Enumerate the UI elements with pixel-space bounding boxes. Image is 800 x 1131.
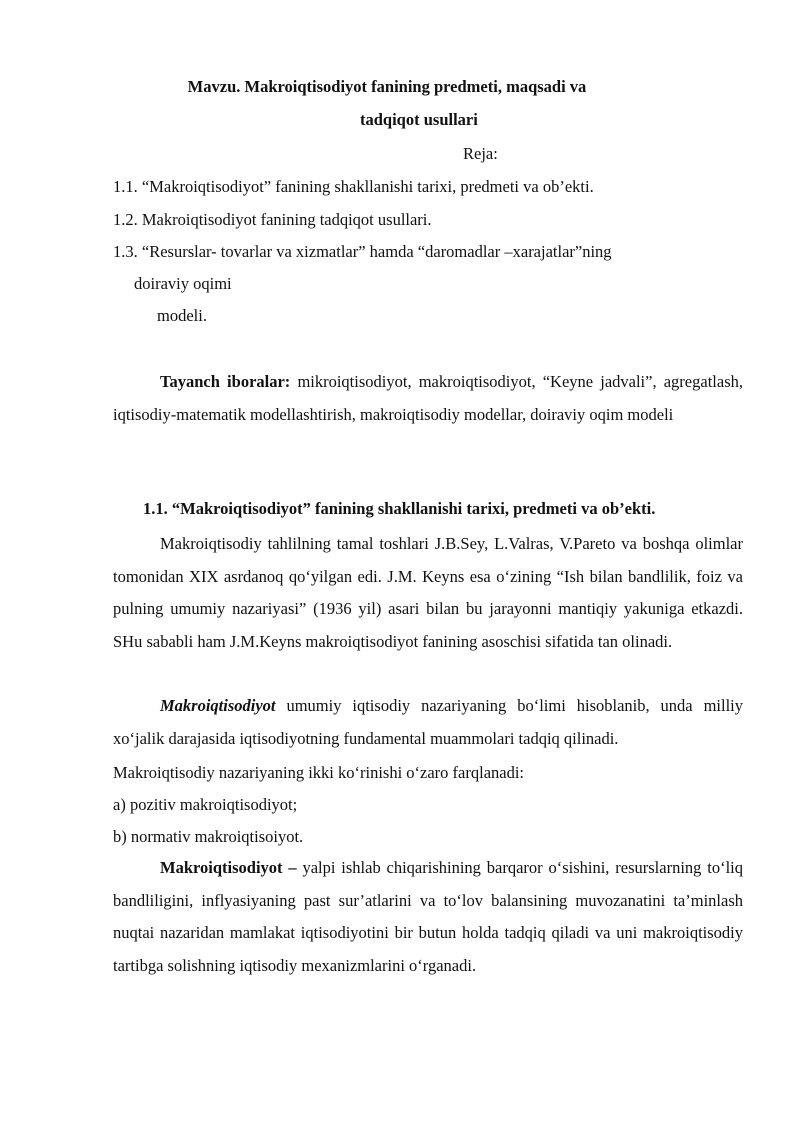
plan-item-3-continuation: doiraviy oqimi (134, 274, 232, 293)
paragraph-definition (113, 690, 743, 755)
section-heading: 1.1. “Makroiqtisodiyot” fanining shakllanishi tarixi, predmeti va ob’ekti. (143, 499, 656, 518)
title-line-1: Mavzu. Makroiqtisodiyot fanining predmeti, maqsadi va (187, 77, 587, 96)
plan-item-3: 1.3. “Resurslar- tovarlar va xizmatlar” hamda “daromadlar –xarajatlar”ning (113, 242, 612, 261)
paragraph-scope (113, 852, 743, 982)
paragraph-history: Makroiqtisodiy tahlilning tamal toshlari J.B.Sey, L.Valras, V.Pareto va boshqa olimlar tomonidan XIX asrdanoq qo‘yilgan edi. J.M. Keyns esa o‘zining “Ish bilan bandlilik, foiz va pulning umumiy nazariyasi” (1936 yil) asari bilan bu jarayonni mantiqiy yakuniga etkazdi. SHu sababli ham J.M.Keyns makroiqtisodiyot fanining asoschisi sifatida tan olinadi. (113, 534, 743, 651)
keywords-paragraph (113, 366, 743, 431)
keywords-text: mikroiqtisodiyot, makroiqtisodiyot, “Keyne jadvali”, agregatlash, iqtisodiy-matematik modellashtirish, makroiqtisodiy modellar, doiraviy oqim modeli (113, 372, 743, 424)
title-line-2: tadqiqot usullari (360, 110, 478, 129)
list-item-b: b) normativ makroiqtisoiyot. (113, 827, 304, 846)
keywords-label: Tayanch iboralar: (160, 372, 291, 391)
list-item-a: a) pozitiv makroiqtisodiyot; (113, 795, 298, 814)
term-makroiqtisodiyot: Makroiqtisodiyot (160, 696, 276, 715)
scope-text: yalpi ishlab chiqarishining barqaror o‘sishini, resurslarning to‘liq bandliligini, inflyasiyaning past sur’atlarini va to‘lov balansining muvozanatini ta’minlash nuqtai nazaridan mamlakat iqtisodiyotini bir butun holda tadqiq qiladi va uni makroiqtisodiy tartibga solishning iqtisodiy mexanizmlarini o‘rganadi. (113, 858, 743, 975)
term-makroiqtisodiyot-2: Makroiqtisodiyot – (160, 858, 297, 877)
plan-item-3-continuation-2: modeli. (157, 306, 207, 325)
definition-text: umumiy iqtisodiy nazariyaning bo‘limi hisoblanib, unda milliy xo‘jalik darajasida iqtisodiyotning fundamental muammolari tadqiq qilinadi. (113, 696, 743, 748)
plan-item-1: 1.1. “Makroiqtisodiyot” fanining shakllanishi tarixi, predmeti va ob’ekti. (113, 177, 594, 196)
plan-heading: Reja: (463, 144, 498, 163)
forms-intro: Makroiqtisodiy nazariyaning ikki ko‘rinishi o‘zaro farqlanadi: (113, 763, 525, 782)
plan-item-2: 1.2. Makroiqtisodiyot fanining tadqiqot usullari. (113, 210, 432, 229)
